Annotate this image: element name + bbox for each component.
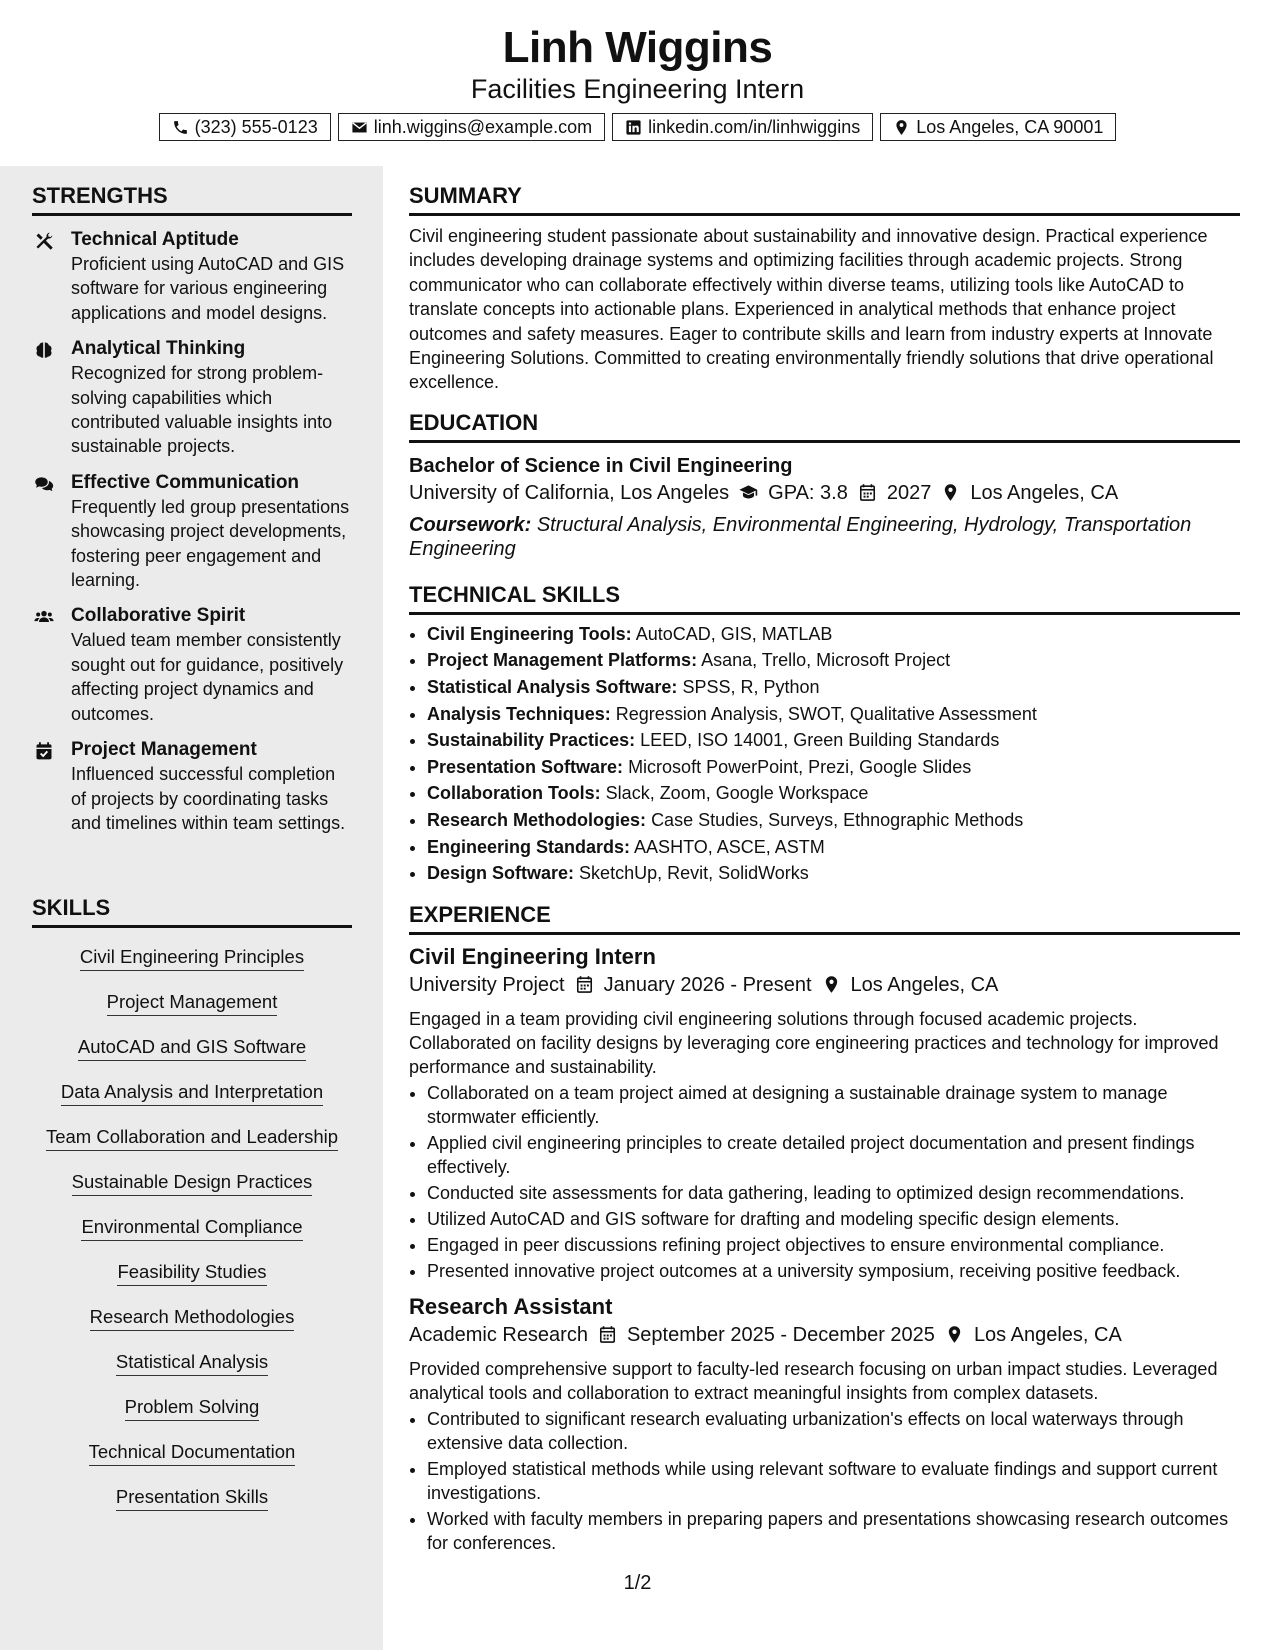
tech-skill-item <box>427 647 1240 674</box>
tech-skill-label: Project Management Platforms: <box>427 650 698 671</box>
skills-list <box>32 944 352 1512</box>
education-heading: EDUCATION <box>409 409 1240 443</box>
contact-email[interactable] <box>338 113 605 141</box>
comments-icon <box>34 474 54 494</box>
tech-skill-item <box>427 701 1240 728</box>
skill-label: Problem Solving <box>125 1394 260 1421</box>
skill-item <box>32 1349 352 1377</box>
strengths-section <box>32 182 352 847</box>
job-bullet: • Contributed to significant research evaluating urbanization's effects on local waterways through extensive data collection. <box>427 1407 1240 1455</box>
strength-item <box>32 471 352 593</box>
summary-section <box>409 182 1240 395</box>
tech-skill-label: Collaboration Tools: <box>427 783 601 804</box>
tech-skill-label: Sustainability Practices: <box>427 730 636 751</box>
job-bullet: • Collaborated on a team project aimed at designing a sustainable drainage system to manage stormwater efficiently. <box>427 1081 1240 1129</box>
job-description: Engaged in a team providing civil engineering solutions through focused academic projects. Collaborated on facility designs by leveraging core engineering practices and technology for improved performance and sustainability. <box>409 1008 1219 1077</box>
skill-label: Statistical Analysis <box>116 1349 268 1376</box>
skill-label: Civil Engineering Principles <box>80 944 304 971</box>
strength-item <box>32 604 352 726</box>
degree-title: Bachelor of Science in Civil Engineering <box>409 454 793 477</box>
contact-bar <box>0 113 1275 141</box>
strength-title: Technical Aptitude <box>71 229 239 250</box>
skill-item <box>32 1079 352 1107</box>
tech-skill-label: Presentation Software: <box>427 756 624 777</box>
skill-item <box>32 1124 352 1152</box>
job-dates: September 2025 - December 2025 <box>626 1323 935 1346</box>
job-meta <box>409 971 1240 999</box>
job-bullet: • Engaged in peer discussions refining project objectives to ensure environmental compliance. <box>427 1233 1240 1257</box>
job-bullets <box>409 1081 1240 1283</box>
tech-skill-label: Design Software: <box>427 863 575 884</box>
strength-item <box>32 337 352 459</box>
candidate-role: Facilities Engineering Intern <box>470 74 805 104</box>
education-meta <box>409 479 1240 507</box>
candidate-name: Linh Wiggins <box>502 23 773 72</box>
sidebar <box>0 166 383 1650</box>
skill-label: Project Management <box>107 989 278 1016</box>
skill-label: AutoCAD and GIS Software <box>78 1034 306 1061</box>
strength-title: Project Management <box>71 739 257 761</box>
skill-item <box>32 1439 352 1467</box>
skill-item <box>32 1259 352 1287</box>
contact-email-text: linh.wiggins@example.com <box>373 116 593 137</box>
job-title: Civil Engineering Intern <box>409 943 656 969</box>
skill-item <box>32 1214 352 1242</box>
tech-skill-value: AutoCAD, GIS, MATLAB <box>635 623 833 644</box>
job-meta <box>409 1321 1240 1349</box>
skills-heading: SKILLS <box>32 894 352 928</box>
map-pin-icon <box>941 483 960 502</box>
coursework <box>409 513 1240 561</box>
tech-skill-item <box>427 807 1240 834</box>
job-org: University Project <box>409 973 565 996</box>
skill-item <box>32 1169 352 1197</box>
job-title: Research Assistant <box>409 1293 613 1319</box>
tech-skill-value: Regression Analysis, SWOT, Qualitative Assessment <box>615 703 1037 724</box>
map-pin-icon <box>945 1325 964 1344</box>
tech-skill-value: SPSS, R, Python <box>682 677 820 698</box>
graduation-cap-icon <box>739 483 758 502</box>
tech-skill-item <box>427 780 1240 807</box>
tech-skill-value: Case Studies, Surveys, Ethnographic Methods <box>651 810 1024 830</box>
summary-heading: SUMMARY <box>409 182 1240 216</box>
skill-item <box>32 1394 352 1422</box>
technical-skills-section <box>409 581 1240 887</box>
strength-desc: Influenced successful completion of projects by coordinating tasks and timelines within team settings. <box>71 764 346 833</box>
skill-label: Research Methodologies <box>90 1304 295 1331</box>
strength-item <box>32 228 352 325</box>
skill-item <box>32 944 352 972</box>
strengths-heading: STRENGTHS <box>32 182 352 216</box>
technical-skills-heading: TECHNICAL SKILLS <box>409 581 1240 615</box>
school-name: University of California, Los Angeles <box>409 481 730 504</box>
map-pin-icon <box>893 119 910 136</box>
summary-text: Civil engineering student passionate about sustainability and innovative design. Practical experience includes developing drainage systems and optimizing facilities through academic projects. Strong communicator who can collaborate effectively within diverse teams, utilizing tools like AutoCAD to translate concepts into actionable plans. Experienced in analytical methods that enhance project outcomes and safety measures. Eager to contribute skills and learn from industry experts at Innovate Engineering Solutions. Committed to creating environmentally friendly solutions that drive operational excellence. <box>409 226 1214 393</box>
contact-phone[interactable] <box>159 113 331 141</box>
graduation-year: 2027 <box>886 481 932 504</box>
job-entry <box>409 1293 1240 1555</box>
tech-skill-item <box>427 860 1240 887</box>
tech-skill-item <box>427 727 1240 754</box>
strength-desc: Recognized for strong problem-solving capabilities which contributed valuable insights into sustainable projects. <box>71 363 333 457</box>
job-dates: January 2026 - Present <box>603 973 812 996</box>
tech-skill-value: SketchUp, Revit, SolidWorks <box>579 863 809 884</box>
job-entry <box>409 943 1240 1283</box>
job-bullet: • Conducted site assessments for data gathering, leading to optimized design recommendations. <box>427 1181 1240 1205</box>
job-description: Provided comprehensive support to faculty-led research focusing on urban impact studies. Leveraged analytical tools and collaboration to extract meaningful insights from complex datasets. <box>409 1358 1218 1403</box>
contact-linkedin[interactable] <box>612 113 873 141</box>
page-number: 1/2 <box>623 1572 652 1594</box>
strength-desc: Valued team member consistently sought out for guidance, positively affecting project dynamics and outcomes. <box>71 630 344 724</box>
calendar-check-icon <box>34 741 54 761</box>
job-bullet: • Presented innovative project outcomes at a university symposium, receiving positive feedback. <box>427 1259 1240 1283</box>
tech-skill-label: Research Methodologies: <box>427 810 647 830</box>
job-org: Academic Research <box>409 1323 588 1346</box>
job-bullet: • Employed statistical methods while using relevant software to evaluate findings and support current investigations. <box>427 1457 1240 1505</box>
contact-linkedin-text: linkedin.com/in/linhwiggins <box>648 116 861 137</box>
tech-skill-label: Engineering Standards: <box>427 836 631 857</box>
calendar-icon <box>575 975 594 994</box>
tech-skill-label: Analysis Techniques: <box>427 703 611 724</box>
calendar-icon <box>598 1325 617 1344</box>
job-bullets <box>409 1407 1240 1555</box>
skill-item <box>32 1034 352 1062</box>
skill-item <box>32 1304 352 1332</box>
resume-header <box>0 0 1275 166</box>
tech-skill-item <box>427 834 1240 861</box>
skill-label: Environmental Compliance <box>81 1214 302 1241</box>
school-location: Los Angeles, CA <box>970 481 1119 504</box>
education-section <box>409 409 1240 561</box>
skill-item <box>32 989 352 1017</box>
tech-skill-item <box>427 621 1240 648</box>
job-bullet: • Applied civil engineering principles to create detailed project documentation and present findings effectively. <box>427 1131 1240 1179</box>
brain-icon <box>34 340 54 360</box>
tech-skill-item <box>427 674 1240 701</box>
envelope-icon <box>351 119 368 136</box>
tech-skill-value: LEED, ISO 14001, Green Building Standards <box>640 730 1000 751</box>
phone-icon <box>172 119 189 136</box>
job-bullet: • Utilized AutoCAD and GIS software for drafting and modeling specific design elements. <box>427 1207 1240 1231</box>
tools-icon <box>34 231 54 251</box>
skill-label: Feasibility Studies <box>117 1259 266 1286</box>
tech-skill-item <box>427 754 1240 781</box>
tech-skill-value: Microsoft PowerPoint, Prezi, Google Slides <box>628 756 972 777</box>
map-pin-icon <box>822 975 841 994</box>
skill-label: Team Collaboration and Leadership <box>46 1124 338 1151</box>
tech-skill-value: Asana, Trello, Microsoft Project <box>701 650 951 671</box>
tech-skill-label: Civil Engineering Tools: <box>427 623 632 644</box>
strength-desc: Proficient using AutoCAD and GIS software for various engineering applications and model designs. <box>71 254 345 323</box>
tech-skill-value: AASHTO, ASCE, ASTM <box>634 836 825 857</box>
calendar-icon <box>858 483 877 502</box>
users-icon <box>34 607 54 627</box>
experience-section <box>409 901 1240 1555</box>
strength-title: Analytical Thinking <box>71 338 246 360</box>
contact-location <box>880 113 1116 141</box>
main-column <box>409 166 1240 1557</box>
contact-location-text: Los Angeles, CA 90001 <box>916 116 1104 137</box>
tech-skill-value: Slack, Zoom, Google Workspace <box>605 783 869 804</box>
skill-item <box>32 1484 352 1512</box>
experience-heading: EXPERIENCE <box>409 901 1240 935</box>
skill-label: Sustainable Design Practices <box>72 1169 313 1196</box>
tech-skill-label: Statistical Analysis Software: <box>427 677 678 698</box>
skill-label: Presentation Skills <box>116 1484 268 1511</box>
job-location: Los Angeles, CA <box>973 1323 1122 1346</box>
coursework-list: Structural Analysis, Environmental Engineering, Hydrology, Transportation Engineering <box>409 513 1192 560</box>
strength-item <box>32 738 352 835</box>
strength-title: Collaborative Spirit <box>71 605 246 627</box>
contact-phone-text: (323) 555-0123 <box>194 116 318 137</box>
technical-skills-list <box>409 621 1240 887</box>
strength-title: Effective Communication <box>71 471 300 493</box>
skill-label: Technical Documentation <box>89 1439 296 1466</box>
skills-section <box>32 894 352 1529</box>
strength-desc: Frequently led group presentations showcasing project developments, fostering peer engagement and learning. <box>71 496 350 591</box>
gpa-value: GPA: 3.8 <box>768 481 848 504</box>
linkedin-icon <box>625 119 642 136</box>
coursework-label: Coursework: <box>409 513 532 536</box>
job-location: Los Angeles, CA <box>850 973 999 996</box>
job-bullet: • Worked with faculty members in preparing papers and presentations showcasing research outcomes for conferences. <box>427 1507 1240 1555</box>
skill-label: Data Analysis and Interpretation <box>61 1079 323 1106</box>
